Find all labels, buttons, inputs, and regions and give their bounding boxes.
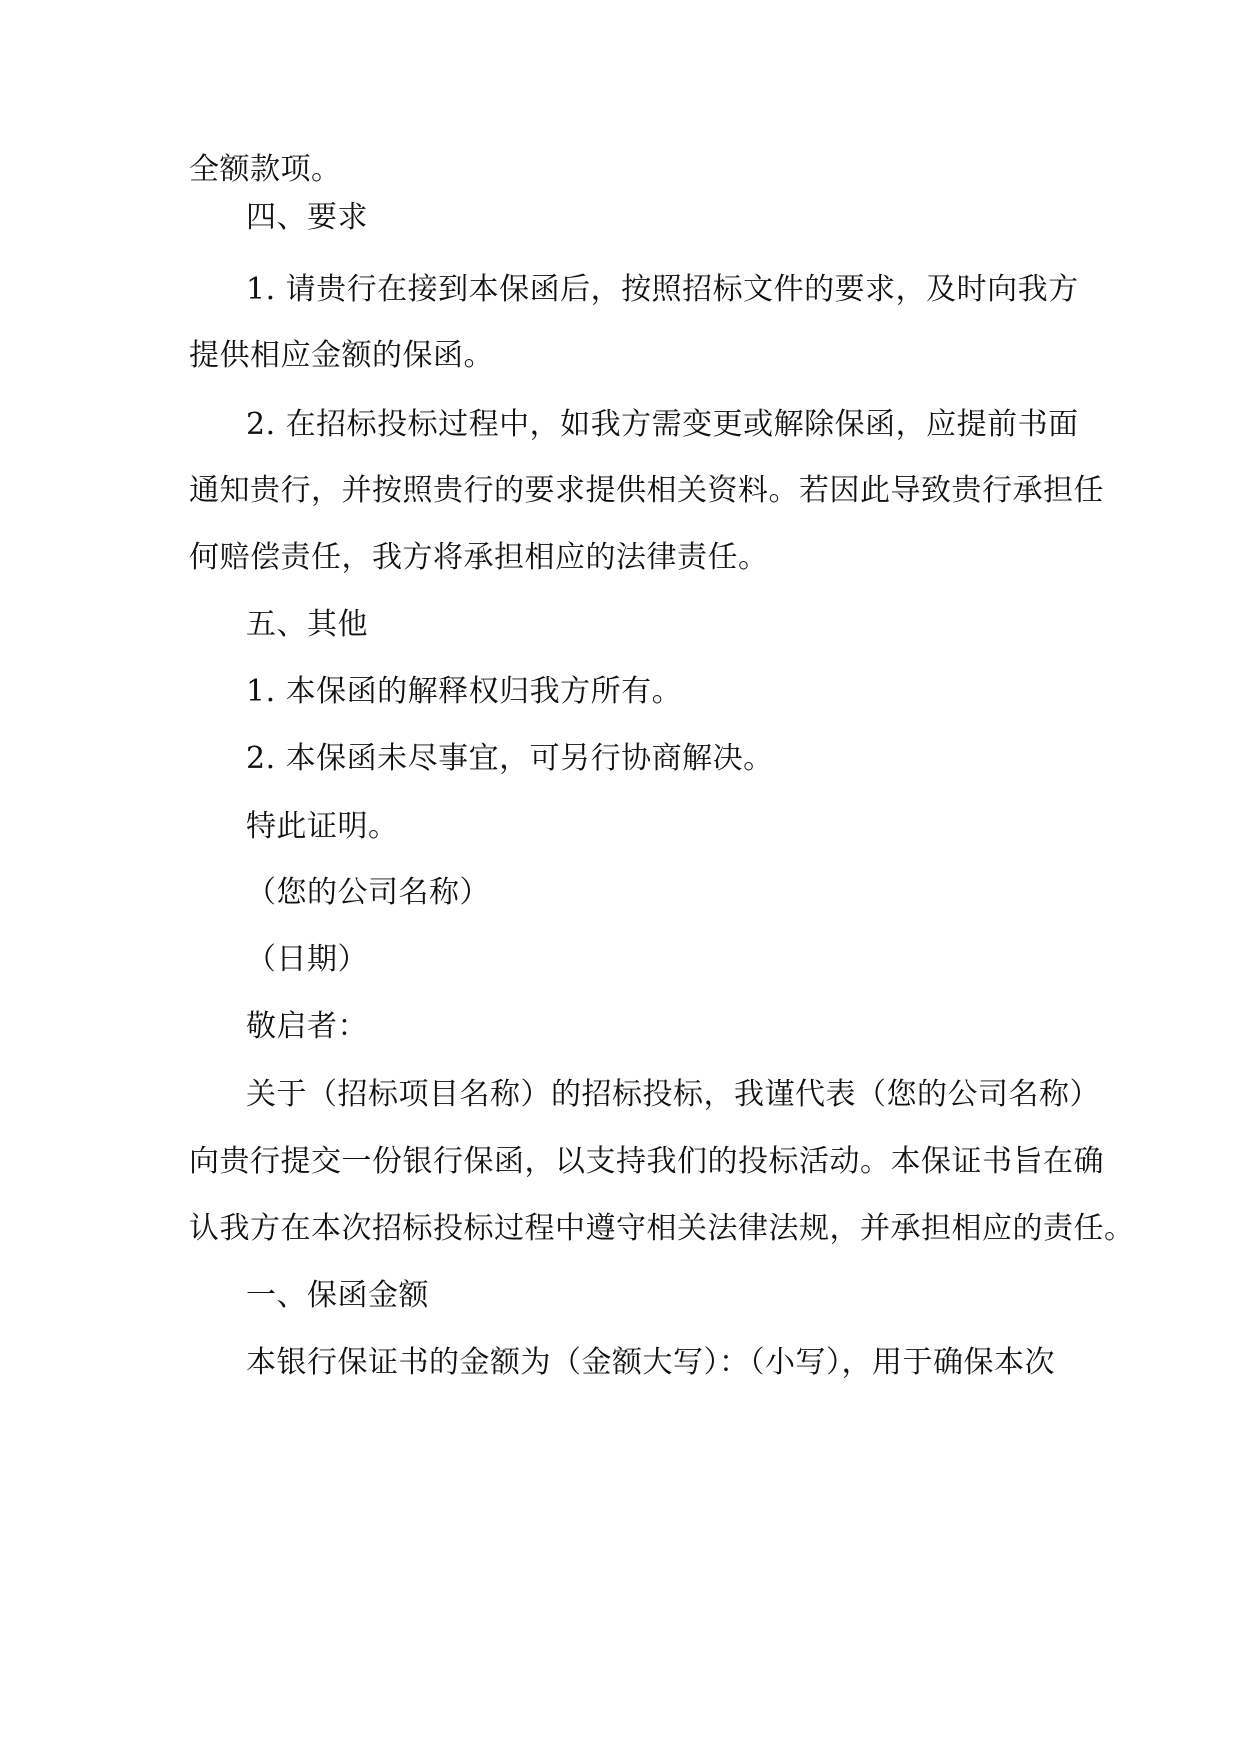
body-text-line: 何赔偿责任，我方将承担相应的法律责任。: [189, 540, 769, 575]
salutation: 敬启者：: [246, 1009, 368, 1044]
closing-statement: 特此证明。: [246, 809, 399, 844]
body-text-line: 关于（招标项目名称）的招标投标，我谨代表（您的公司名称）: [246, 1077, 1100, 1112]
body-text-line: 通知贵行，并按照贵行的要求提供相关资料。若因此导致贵行承担任: [189, 473, 1104, 508]
body-text-line: 认我方在本次招标投标过程中遵守相关法律法规，并承担相应的责任。: [189, 1211, 1135, 1246]
signature-date: （日期）: [246, 942, 368, 977]
list-item-line: 1. 本保函的解释权归我方所有。: [246, 674, 683, 709]
list-item-line: 1. 请贵行在接到本保函后，按照招标文件的要求，及时向我方: [246, 272, 1079, 307]
list-item-line: 2. 本保函未尽事宜，可另行协商解决。: [246, 741, 774, 776]
body-text-line: 提供相应金额的保函。: [189, 338, 494, 373]
body-text-line: 向贵行提交一份银行保函，以支持我们的投标活动。本保证书旨在确: [189, 1144, 1104, 1179]
signature-company-name: （您的公司名称）: [246, 875, 490, 910]
body-text-line: 全额款项。: [189, 152, 342, 187]
section-heading-requirements: 四、要求: [246, 200, 368, 235]
section-heading-amount: 一、保函金额: [246, 1278, 429, 1313]
body-text-line: 本银行保证书的金额为（金额大写）：（小写），用于确保本次: [246, 1345, 1055, 1380]
list-item-line: 2. 在招标投标过程中，如我方需变更或解除保函，应提前书面: [246, 407, 1079, 442]
section-heading-other: 五、其他: [246, 607, 368, 642]
